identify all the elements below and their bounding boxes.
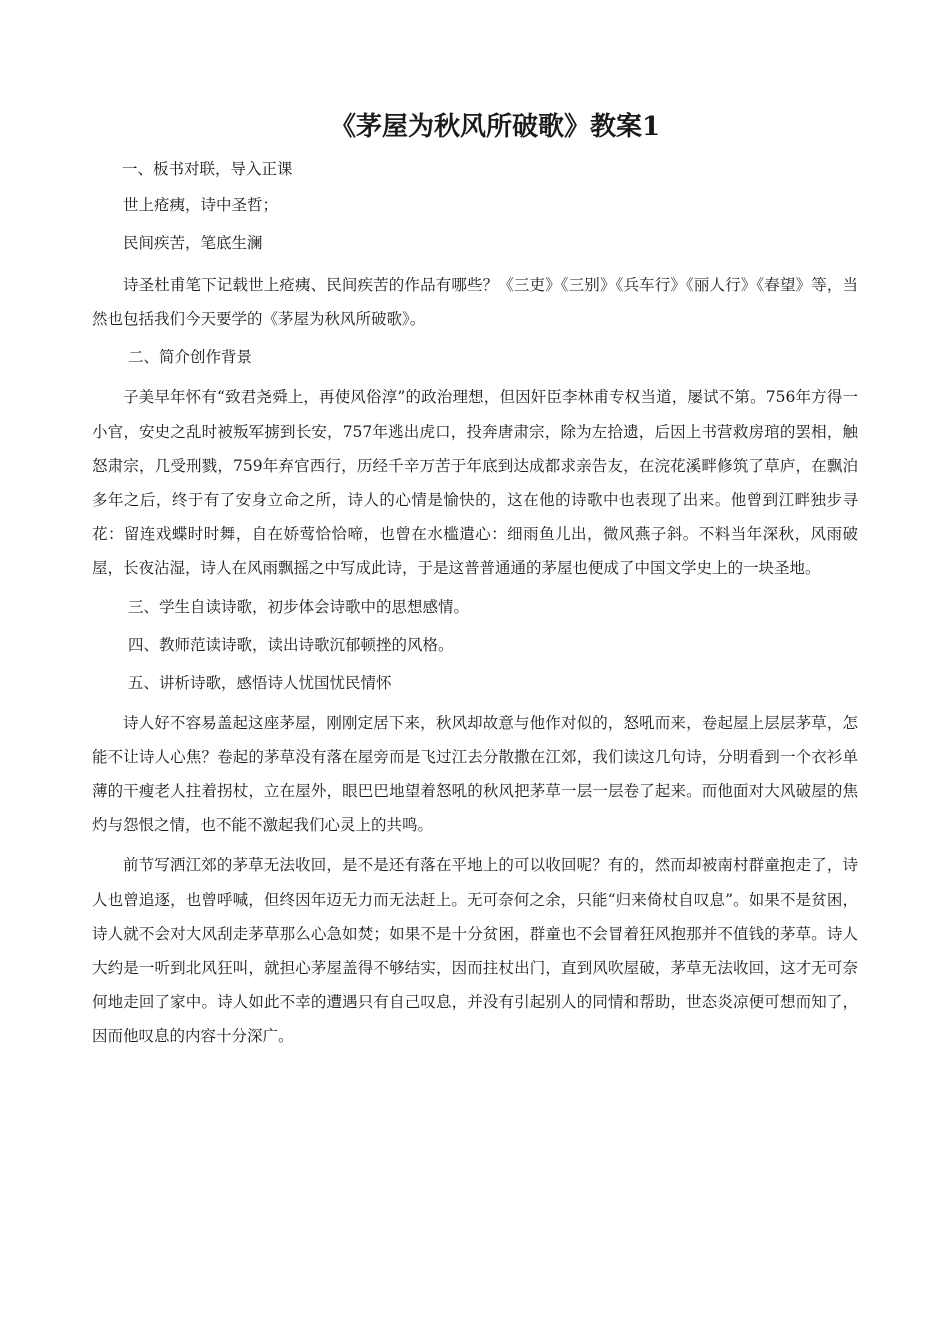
document-title: 《茅屋为秋风所破歌》教案1 [329, 112, 661, 142]
section-5-paragraph-2: 前节写洒江郊的茅草无法收回，是不是还有落在平地上的可以收回呢？有的，然而却被南村群童抱走了，诗人也曾追逐，也曾呼喊，但终因年迈无力而无法赶上。无可奈何之余，只能“归来倚杖自叹息”。如果不是贫困，诗人就不会对大风刮走茅草那么心急如焚；如果不是十分贫困，群童也不会冒着狂风抱那并不值钱的茅草。诗人大约是一听到北风狂叫，就担心茅屋盖得不够结实，因而拄杖出门，直到风吹屋破，茅草无法收回，这才无可奈何地走回了家中。诗人如此不幸的遭遇只有自己叹息，并没有引起别人的同情和帮助，世态炎凉便可想而知了，因而他叹息的内容十分深广。 [92, 856, 858, 1046]
section-1-paragraph: 诗圣杜甫笔下记载世上疮痍、民间疾苦的作品有哪些？《三吏》《三别》《兵车行》《丽人行》《春望》等，当然也包括我们今天要学的《茅屋为秋风所破歌》。 [92, 276, 858, 329]
section-4-heading: 四、教师范读诗歌，读出诗歌沉郁顿挫的风格。 [128, 635, 454, 654]
section-2-paragraph: 子美早年怀有“致君尧舜上，再使风俗淳”的政治理想，但因奸臣李林甫专权当道，屡试不第。756年方得一小官，安史之乱时被叛军掳到长安，757年逃出虎口，投奔唐肃宗，除为左拾遗，后因上书营救房琯的罢相，触怒肃宗，几受刑戮，759年弃官西行，历经千辛万苦于年底到达成都求亲告友，在浣花溪畔修筑了草庐，在飘泊多年之后，终于有了安身立命之所，诗人的心情是愉快的，这在他的诗歌中也表现了出来。他曾到江畔独步寻花：留连戏蝶时时舞，自在娇莺恰恰啼，也曾在水槛遣心：细雨鱼儿出，微风燕子斜。不料当年深秋，风雨破屋，长夜沾湿，诗人在风雨飘摇之中写成此诗，于是这普普通通的茅屋也便成了中国文学史上的一块圣地。 [92, 388, 858, 578]
section-5-paragraph-1: 诗人好不容易盖起这座茅屋，刚刚定居下来，秋风却故意与他作对似的，怒吼而来，卷起屋上层层茅草，怎能不让诗人心焦？卷起的茅草没有落在屋旁而是飞过江去分散撒在江郊，我们读这几句诗，分明看到一个衣衫单薄的干瘦老人拄着拐杖，立在屋外，眼巴巴地望着怒吼的秋风把茅草一层一层卷了起来。而他面对大风破屋的焦灼与怨恨之情，也不能不激起我们心灵上的共鸣。 [92, 713, 858, 835]
section-5-heading: 五、讲析诗歌，感悟诗人忧国忧民情怀 [128, 673, 392, 692]
section-1-heading: 一、板书对联，导入正课 [122, 160, 293, 178]
document-page [92, 108, 858, 1054]
couplet-line-1: 世上疮痍，诗中圣哲； [123, 196, 279, 214]
couplet-line-2: 民间疾苦，笔底生澜 [123, 234, 263, 252]
section-3-heading: 三、学生自读诗歌，初步体会诗歌中的思想感情。 [128, 597, 470, 616]
section-2-heading: 二、简介创作背景 [128, 348, 253, 367]
